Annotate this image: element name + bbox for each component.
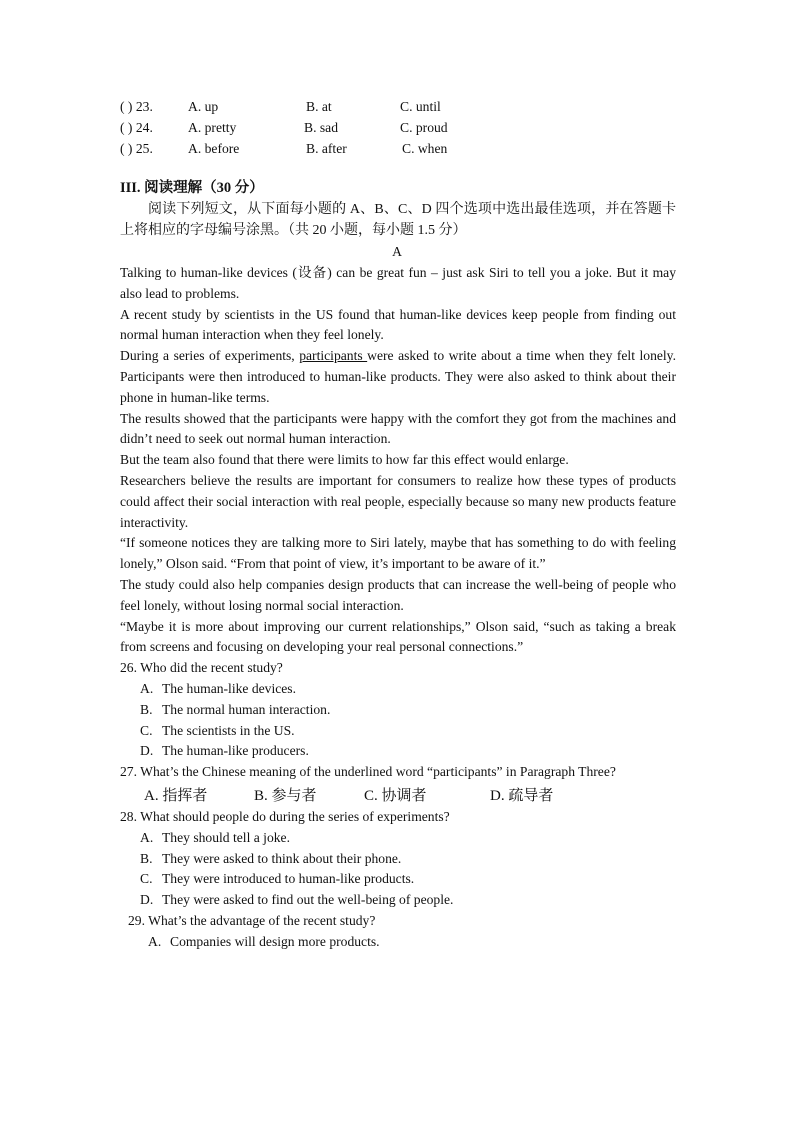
q27-options (144, 785, 676, 807)
option-a: A. pretty (188, 120, 237, 135)
q26-option-c (140, 721, 676, 742)
option-letter: C. (140, 871, 153, 887)
q28-option-a (140, 828, 676, 849)
q27-option-b: B. 参与者 (254, 787, 317, 804)
option-c: C. proud (400, 120, 448, 135)
q26-option-b (140, 700, 676, 721)
passage-paragraph: The results showed that the participants were happy with the comfort they got from the machines and didn’t need to seek out normal human interaction. (120, 410, 676, 447)
option-letter: A. (140, 680, 154, 696)
passage-body (120, 263, 676, 953)
passage-paragraph: But the team also found that there were limits to how far this effect would enlarge. (120, 452, 569, 468)
option-a: A. before (188, 141, 240, 156)
option-c: C. until (400, 99, 441, 114)
passage-paragraph: Talking to human-like devices (设备) can be great fun – just ask Siri to tell you a joke. But it may also lead to problems. (120, 265, 676, 301)
option-a: A. up (188, 99, 219, 114)
option-letter: B. (140, 701, 153, 717)
underlined-word: participants (299, 348, 368, 364)
option-letter: D. (140, 892, 154, 908)
q29-option-a (148, 932, 676, 953)
option-c: C. when (402, 141, 448, 156)
paragraph-text: were asked to write about a time when they felt lonely. Participants were then introduced to human-like products. They were also asked to think about their phone in human-like terms. (120, 348, 676, 405)
section-heading: III. 阅读理解（30 分） (120, 180, 264, 196)
option-b: B. at (306, 99, 332, 114)
q26-option-a (140, 679, 676, 700)
option-b: B. after (306, 141, 347, 156)
q28-option-b (140, 849, 676, 870)
paragraph-text: During a series of experiments, (120, 348, 300, 364)
option-text: The scientists in the US. (162, 722, 295, 738)
option-letter: A. (148, 933, 162, 949)
q26-option-d (140, 741, 676, 762)
question-27-stem: 27. What’s the Chinese meaning of the underlined word “participants” in Paragraph Three? (120, 764, 616, 780)
option-text: They were asked to find out the well-being of people. (162, 892, 454, 908)
passage-paragraph: “If someone notices they are talking more to Siri lately, maybe that has something to do with feeling lonely,” Olson said. “From that point of view, it’s important to be aware of it.” (120, 535, 676, 572)
passage-paragraph (120, 346, 676, 408)
passage-paragraph: Researchers believe the results are important for consumers to realize how these types of products could affect their social interaction with real people, especially because so many new products feature interactivity. (120, 472, 676, 530)
option-text: They were introduced to human-like products. (162, 871, 415, 887)
question-number: ( ) 23. (120, 99, 153, 114)
q27-option-c: C. 协调者 (364, 787, 427, 804)
option-text: The human-like producers. (162, 743, 309, 759)
option-letter: B. (140, 850, 153, 866)
option-text: They should tell a joke. (162, 829, 290, 845)
question-29-stem: 29. What’s the advantage of the recent study? (128, 912, 376, 928)
option-letter: C. (140, 722, 153, 738)
option-text: The normal human interaction. (162, 701, 331, 717)
passage-label: A (392, 244, 402, 259)
option-letter: A. (140, 829, 154, 845)
passage-paragraph: The study could also help companies design products that can increase the well-being of people who feel lonely, without losing normal social interaction. (120, 576, 676, 613)
question-number: ( ) 25. (120, 141, 153, 156)
passage-paragraph: “Maybe it is more about improving our current relationships,” Olson said, “such as taking a break from screens and focusing on developing your real personal connections.” (120, 618, 676, 655)
option-b: B. sad (304, 120, 338, 135)
option-text: The human-like devices. (162, 680, 296, 696)
option-text: Companies will design more products. (170, 933, 380, 949)
q27-option-d: D. 疏导者 (490, 787, 554, 804)
option-letter: D. (140, 743, 154, 759)
option-text: They were asked to think about their phone. (162, 850, 402, 866)
q28-option-c (140, 869, 676, 890)
question-26-stem: 26. Who did the recent study? (120, 660, 283, 676)
passage-paragraph: A recent study by scientists in the US found that human-like devices keep people from finding out normal human interaction when they feel lonely. (120, 306, 676, 343)
q28-option-d (140, 890, 676, 911)
section-instructions: 阅读下列短文，从下面每小题的 A、B、C、D 四个选项中选出最佳选项，并在答题卡上将相应的字母编号涂黑。（共 20 小题，每小题 1.5 分） (120, 202, 676, 238)
question-28-stem: 28. What should people do during the series of experiments? (120, 808, 450, 824)
question-number: ( ) 24. (120, 120, 153, 135)
q27-option-a: A. 指挥者 (144, 787, 208, 804)
